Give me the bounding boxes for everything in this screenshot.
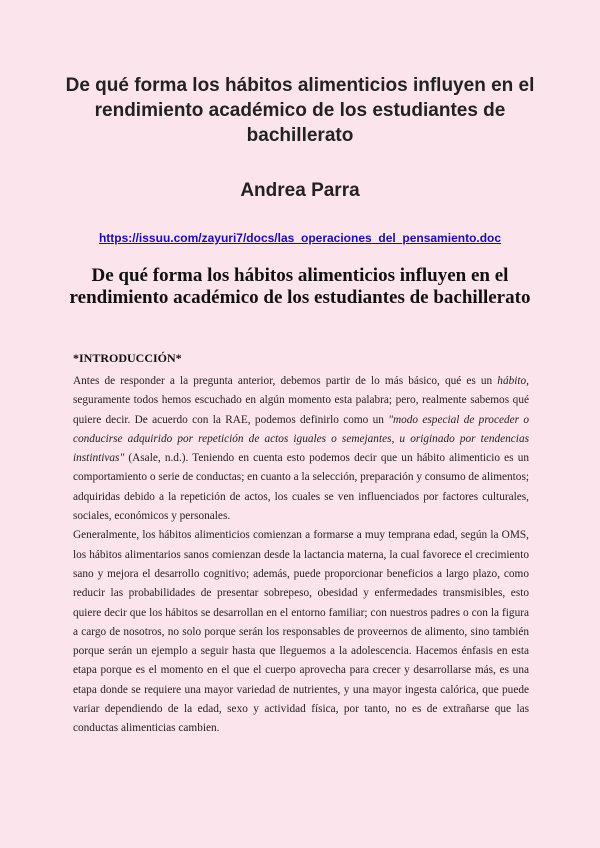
paragraph-1-text-b: seguramente todos hemos escuchado en algún momento esta palabra; pero, realmente sabemos qué quiere decir. De acuerdo con la RAE, podemos definirlo como un [73,394,529,426]
paragraph-2: Generalmente, los hábitos alimenticios comienzan a formarse a muy temprana edad, según la OMS, los hábitos alimentarios sanos comienzan desde la lactancia materna, la cual favorece el crecimiento sano y mejora el desarrollo cognitivo; además, puede proporcionar beneficios a largo plazo, como reducir las probabilidades de presentar sobrepeso, obesidad y enfermedades transmisibles, esto quiere decir que los hábitos se desarrollan en el entorno familiar; con nuestros padres o con la figura a cargo de nosotros, no solo porque serán los responsables de proveernos de alimento, sino también porque serán un ejemplo a seguir hasta que lleguemos a la adolescencia. Hacemos énfasis en esta etapa porque es el momento en el que el cuerpo aprovecha para crecer y desarrollarse más, es una etapa donde se requiere una mayor variedad de nutrientes, y una mayor ingesta calórica, que puede variar dependiendo de la edad, sexo y actividad física, por tanto, no es de extrañarse que las conductas alimenticias cambien. [73,529,529,735]
body-text [73,372,529,739]
author-name: Andrea Parra [240,180,360,201]
source-link[interactable]: https://issuu.com/zayuri7/docs/las_operaciones_del_pensamiento.doc [98,231,502,245]
paragraph-1 [73,372,529,526]
section-heading: *INTRODUCCIÓN* [73,351,182,365]
paragraph-1-emphasis-habito: hábito, [497,375,529,387]
paragraph-1-quote: "modo especial de proceder o conducirse adquirido por repetición de actos iguales o semejantes, u originado por tendencias instintivas" [73,413,529,465]
paragraph-1-text-a: Antes de responder a la pregunta anterior, debemos partir de lo más básico, qué es un [73,375,498,387]
document-title: De qué forma los hábitos alimenticios influyen en el rendimiento académico de los estudiantes de bachillerato [65,75,535,146]
paragraph-1-text-c: (Asale, n.d.). Teniendo en cuenta esto podemos decir que un hábito alimenticio es un comportamiento o serie de conductas; en cuanto a la selección, preparación y consumo de alimentos; adquiridas debido a la repetición de actos, los cuales se ven influenciados por factores culturales, sociales, económicos y personales. [73,452,529,523]
document-heading: De qué forma los hábitos alimenticios influyen en el rendimiento académico de los estudiantes de bachillerato [69,265,531,308]
